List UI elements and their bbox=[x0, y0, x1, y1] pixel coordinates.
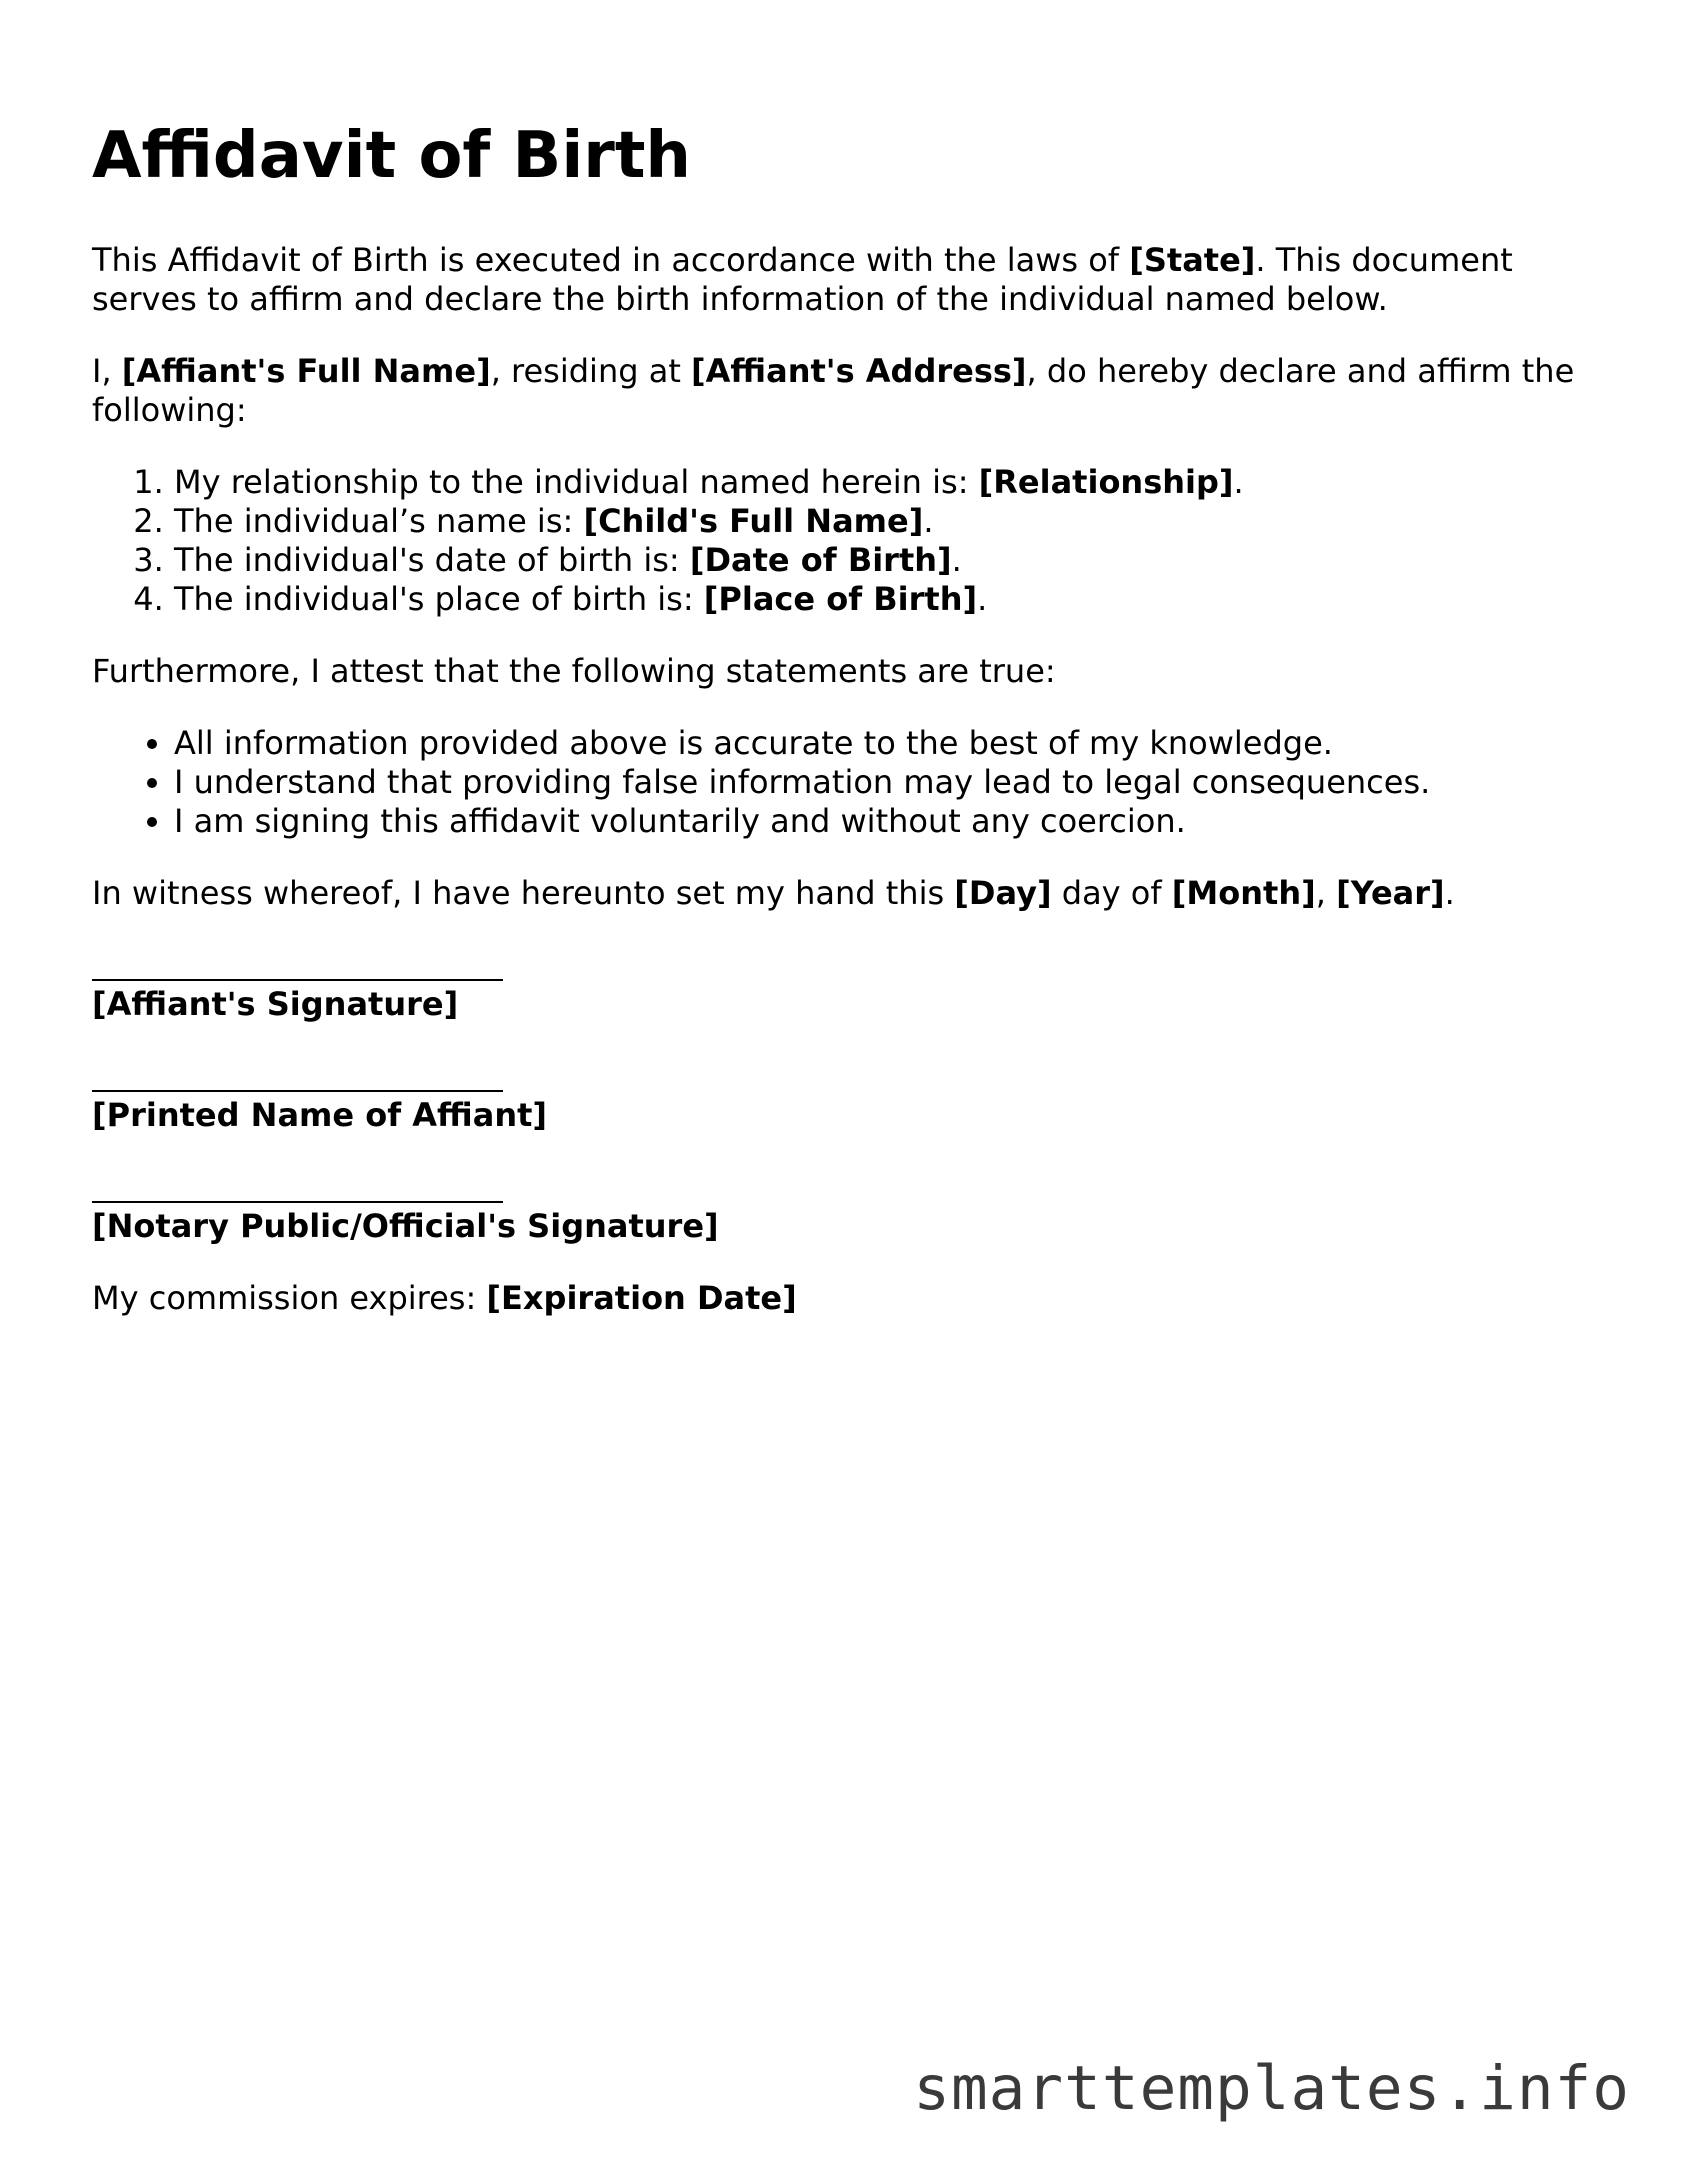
fact-value: [Child's Full Name] bbox=[583, 502, 924, 540]
witness-text-b: day of bbox=[1051, 874, 1172, 912]
witness-text-c: , bbox=[1315, 874, 1337, 912]
signature-label: [Affiant's Signature] bbox=[92, 985, 459, 1023]
fact-label: My relationship to the individual named herein is: bbox=[174, 463, 979, 501]
expiration-date-placeholder: [Expiration Date] bbox=[486, 1279, 797, 1317]
fact-end: . bbox=[951, 541, 962, 579]
declaration-text-a: I, bbox=[92, 352, 122, 390]
document-body bbox=[92, 241, 1602, 1351]
fact-value: [Relationship] bbox=[978, 463, 1234, 501]
day-placeholder: [Day] bbox=[954, 874, 1052, 912]
declaration-paragraph bbox=[92, 352, 1602, 430]
intro-text-b: . This document serves to affirm and declare the birth information of the individual named below. bbox=[92, 241, 1513, 318]
fact-label: The individual's place of birth is: bbox=[174, 580, 704, 618]
intro-paragraph bbox=[92, 241, 1602, 319]
witness-text-a: In witness whereof, I have hereunto set my hand this bbox=[92, 874, 955, 912]
affiant-address-placeholder: [Affiant's Address] bbox=[691, 352, 1027, 390]
fact-value: [Date of Birth] bbox=[689, 541, 952, 579]
printed-name-block bbox=[92, 1057, 1602, 1135]
commission-text: My commission expires: bbox=[92, 1279, 487, 1317]
facts-list bbox=[92, 463, 1602, 619]
statement-item: • I understand that providing false information may lead to legal consequences. bbox=[174, 763, 1602, 802]
signature-line[interactable] bbox=[92, 1057, 1602, 1096]
affiant-signature-block bbox=[92, 946, 1602, 1024]
commission-paragraph bbox=[92, 1279, 1602, 1318]
witness-paragraph bbox=[92, 874, 1602, 913]
fact-label: The individual’s name is: bbox=[174, 502, 584, 540]
fact-value: [Place of Birth] bbox=[703, 580, 978, 618]
signature-label: [Printed Name of Affiant] bbox=[92, 1096, 548, 1134]
statements-list bbox=[92, 724, 1602, 841]
statement-item: • I am signing this affidavit voluntarily and without any coercion. bbox=[174, 802, 1602, 841]
state-placeholder: [State] bbox=[1129, 241, 1256, 279]
fact-label: The individual's date of birth is: bbox=[174, 541, 690, 579]
fact-item bbox=[174, 541, 1602, 580]
fact-end: . bbox=[923, 502, 934, 540]
statement-item: • All information provided above is accurate to the best of my knowledge. bbox=[174, 724, 1602, 763]
fact-item bbox=[174, 502, 1602, 541]
attest-intro: Furthermore, I attest that the following statements are true: bbox=[92, 652, 1056, 690]
witness-text-d: . bbox=[1444, 874, 1455, 912]
fact-end: . bbox=[1233, 463, 1244, 501]
month-placeholder: [Month] bbox=[1171, 874, 1316, 912]
declaration-text-c: , do hereby declare and affirm the following: bbox=[92, 352, 1575, 429]
year-placeholder: [Year] bbox=[1336, 874, 1445, 912]
fact-item bbox=[174, 463, 1602, 502]
signature-line[interactable] bbox=[92, 1168, 1602, 1207]
fact-end: . bbox=[977, 580, 988, 618]
notary-signature-block bbox=[92, 1168, 1602, 1246]
declaration-text-b: , residing at bbox=[490, 352, 692, 390]
signature-label: [Notary Public/Official's Signature] bbox=[92, 1207, 719, 1245]
document-title: Affidavit of Birth bbox=[92, 119, 691, 193]
affiant-name-placeholder: [Affiant's Full Name] bbox=[121, 352, 491, 390]
intro-text-a: This Affidavit of Birth is executed in accordance with the laws of bbox=[92, 241, 1130, 279]
fact-item bbox=[174, 580, 1602, 619]
signature-line[interactable] bbox=[92, 946, 1602, 985]
watermark-text: smarttemplates.info bbox=[913, 2053, 1630, 2124]
